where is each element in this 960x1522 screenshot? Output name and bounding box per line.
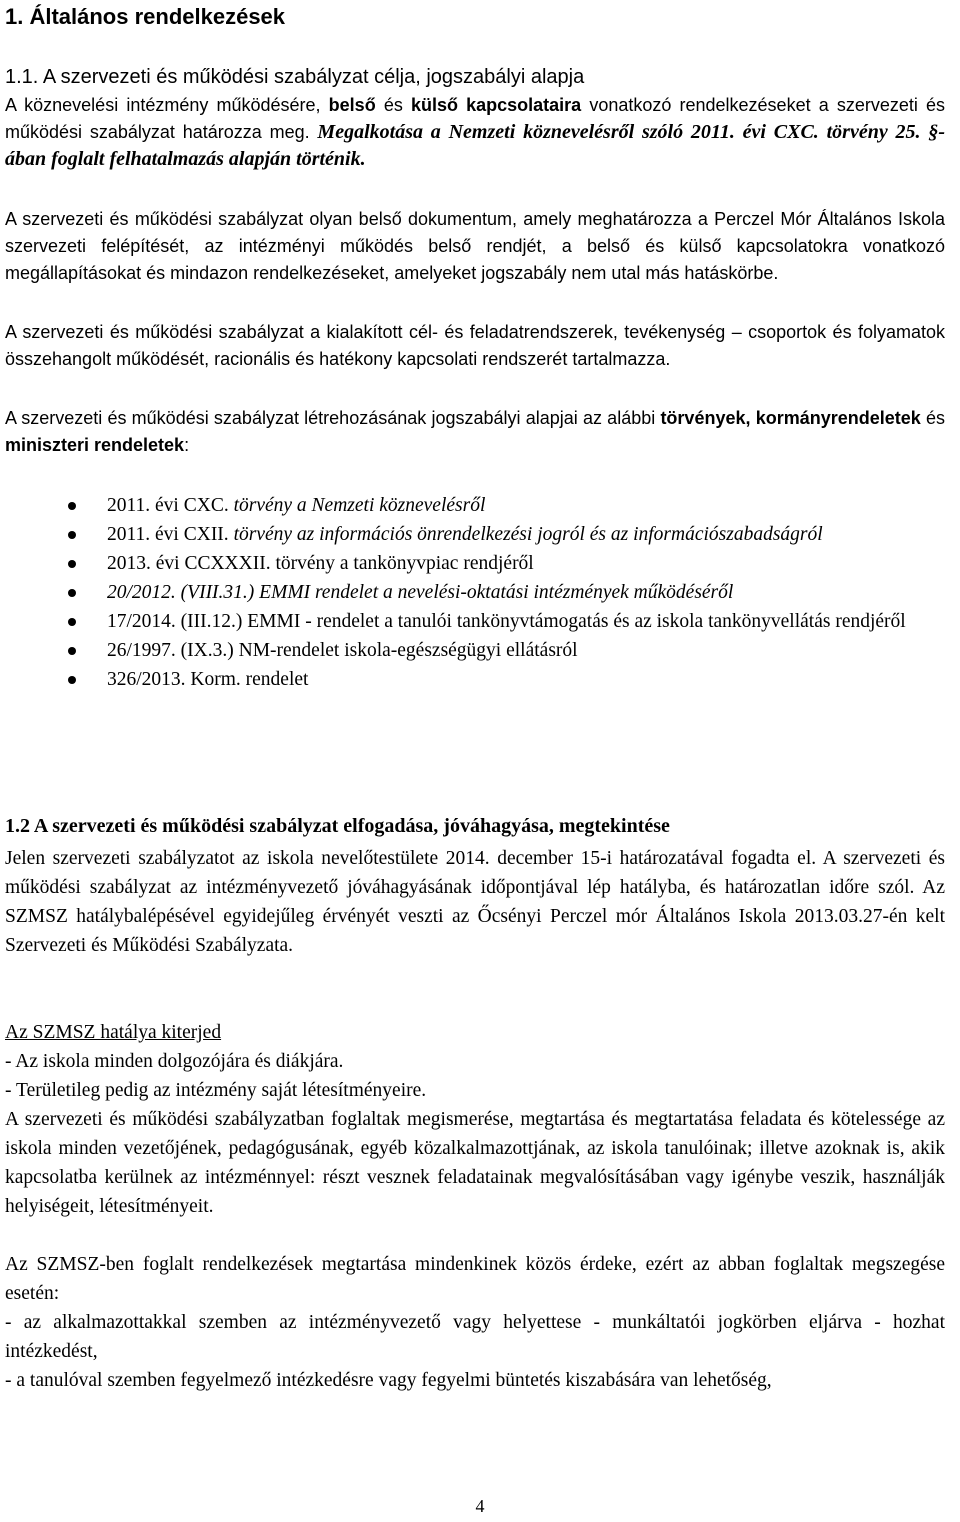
scope-item: - Az iskola minden dolgozójára és diákjára.: [5, 1051, 344, 1072]
list-item: [0, 578, 937, 607]
scope-heading: Az SZMSZ hatálya kiterjed: [5, 1022, 222, 1043]
bold-run: kapcsolataira: [466, 95, 582, 115]
text-run: [458, 95, 466, 115]
paragraph-intro: [5, 92, 945, 173]
list-item: [0, 520, 937, 549]
italic-run: törvény az információs önrendelkezési jogról és az információszabadságról: [233, 524, 823, 545]
bullet-icon: [68, 560, 76, 568]
paragraph-legal-basis: [5, 405, 945, 459]
bullet-icon: [68, 531, 76, 539]
text-run: 26/1997. (IX.3.) NM-rendelet iskola-egészségügyi ellátásról: [107, 640, 578, 661]
text-run: A szervezeti és működési szabályzat létrehozásának jogszabályi alapjai az alábbi: [5, 408, 661, 428]
bullet-icon: [68, 502, 76, 510]
list-item: [0, 665, 937, 694]
list-item: [0, 607, 937, 636]
paragraph-students: - a tanulóval szemben fegyelmező intézkedésre vagy fegyelmi büntetés kiszabására van lehetőség,: [5, 1370, 772, 1391]
section-title: A szervezeti és működési szabályzat célja, jogszabályi alapja: [42, 66, 585, 88]
text-run: 2011. évi CXC.: [107, 495, 234, 516]
bullet-icon: [68, 589, 76, 597]
paragraph-purpose: A szervezeti és működési szabályzat a kialakított cél- és feladatrendszerek, tevékenység – csoportok és folyamatok összehangolt működését, racionális és hatékony kapcsolati rendszerét tartalmazza.: [5, 322, 945, 369]
section-1-1-heading: [5, 64, 950, 91]
scope-item: - Területileg pedig az intézmény saját létesítményeire.: [5, 1080, 427, 1101]
list-item: [0, 491, 937, 520]
text-run: vonatkozó rendelkezéseket a szervezeti és működési szabályzat határozza meg.: [5, 95, 945, 142]
bold-run: külső: [410, 95, 458, 115]
italic-run: Megalkotása a Nemzeti köznevelésről szóló 2011. évi CXC. törvény 25. §-ában foglalt felhatalmazás alapján történik.: [5, 121, 945, 170]
bold-run: belső: [328, 95, 376, 115]
text-run: 2011. évi CXII.: [107, 524, 234, 545]
bullet-icon: [68, 647, 76, 655]
page-number: 4: [475, 1496, 485, 1516]
paragraph-employees: - az alkalmazottakkal szemben az intézményvezető vagy helyettese - munkáltatói jogkörben eljárva - hozhat intézkedést,: [5, 1312, 945, 1362]
bold-run: törvények, kormányrendeletek: [660, 408, 921, 428]
paragraph-obligations: A szervezeti és működési szabályzatban foglaltak megismerése, megtartása és megtartatása feladata és kötelessége az iskola minden vezetőjének, pedagógusának, egyéb közalkalmazottjának, az iskola tanulóinak; illetve azoknak is, akik kapcsolatba kerülnek az intézménnyel: részt vesznek feladatainak megvalósításában vagy igénybe veszik, használják helyiségeit, létesítményeit.: [5, 1109, 945, 1217]
text-run: 326/2013. Korm. rendelet: [107, 669, 309, 690]
text-run: :: [184, 435, 190, 455]
text-run: 17/2014. (III.12.) EMMI - rendelet a tanulói tankönyvtámogatás és az iskola tankönyvellátás rendjéről: [107, 611, 906, 632]
laws-list: [0, 491, 960, 694]
italic-run: 20/2012. (VIII.31.) EMMI rendelet a nevelési-oktatási intézmények működéséről: [107, 582, 734, 603]
list-item: [0, 636, 937, 665]
paragraph-adoption: Jelen szervezeti szabályzatot az iskola nevelőtestülete 2014. december 15-i határozatával fogadta el. A szervezeti és működési szabályzat az intézményvezető jóváhagyásának időpontjával lép hatályba, és határozatlan időre szól. Az SZMSZ hatálybalépésével egyidejűleg érvényét veszti az Őcsényi Perczel mór Általános Iskola 2013.03.27-én kelt Szervezeti és Működési Szabályzata.: [5, 848, 945, 956]
section-number: 1.1.: [5, 66, 39, 88]
bullet-icon: [68, 618, 76, 626]
text-run: A köznevelési intézmény működésére,: [5, 95, 329, 115]
bold-run: miniszteri rendeletek: [5, 435, 185, 455]
paragraph-common-interest: Az SZMSZ-ben foglalt rendelkezések megtartása mindenkinek közös érdeke, ezért az abban foglaltak megszegése esetén:: [5, 1254, 945, 1304]
list-item: [0, 549, 937, 578]
section-1-2-heading: 1.2 A szervezeti és működési szabályzat elfogadása, jóváhagyása, megtekintése: [5, 815, 670, 837]
text-run: 2013. évi CCXXXII. törvény a tankönyvpiac rendjéről: [107, 553, 534, 574]
text-run: és: [920, 408, 945, 428]
paragraph-definition: A szervezeti és működési szabályzat olyan belső dokumentum, amely meghatározza a Perczel Mór Általános Iskola szervezeti felépítését, az intézményi működés belső rendjét, a belső és külső kapcsolatokra vonatkozó megállapításokat és mindazon rendelkezéseket, amelyeket jogszabály nem utal más hatáskörbe.: [5, 209, 945, 283]
italic-run: törvény a Nemzeti köznevelésről: [233, 495, 486, 516]
bullet-icon: [68, 676, 76, 684]
text-run: és: [375, 95, 411, 115]
heading-general-provisions: 1. Általános rendelkezések: [5, 4, 286, 29]
